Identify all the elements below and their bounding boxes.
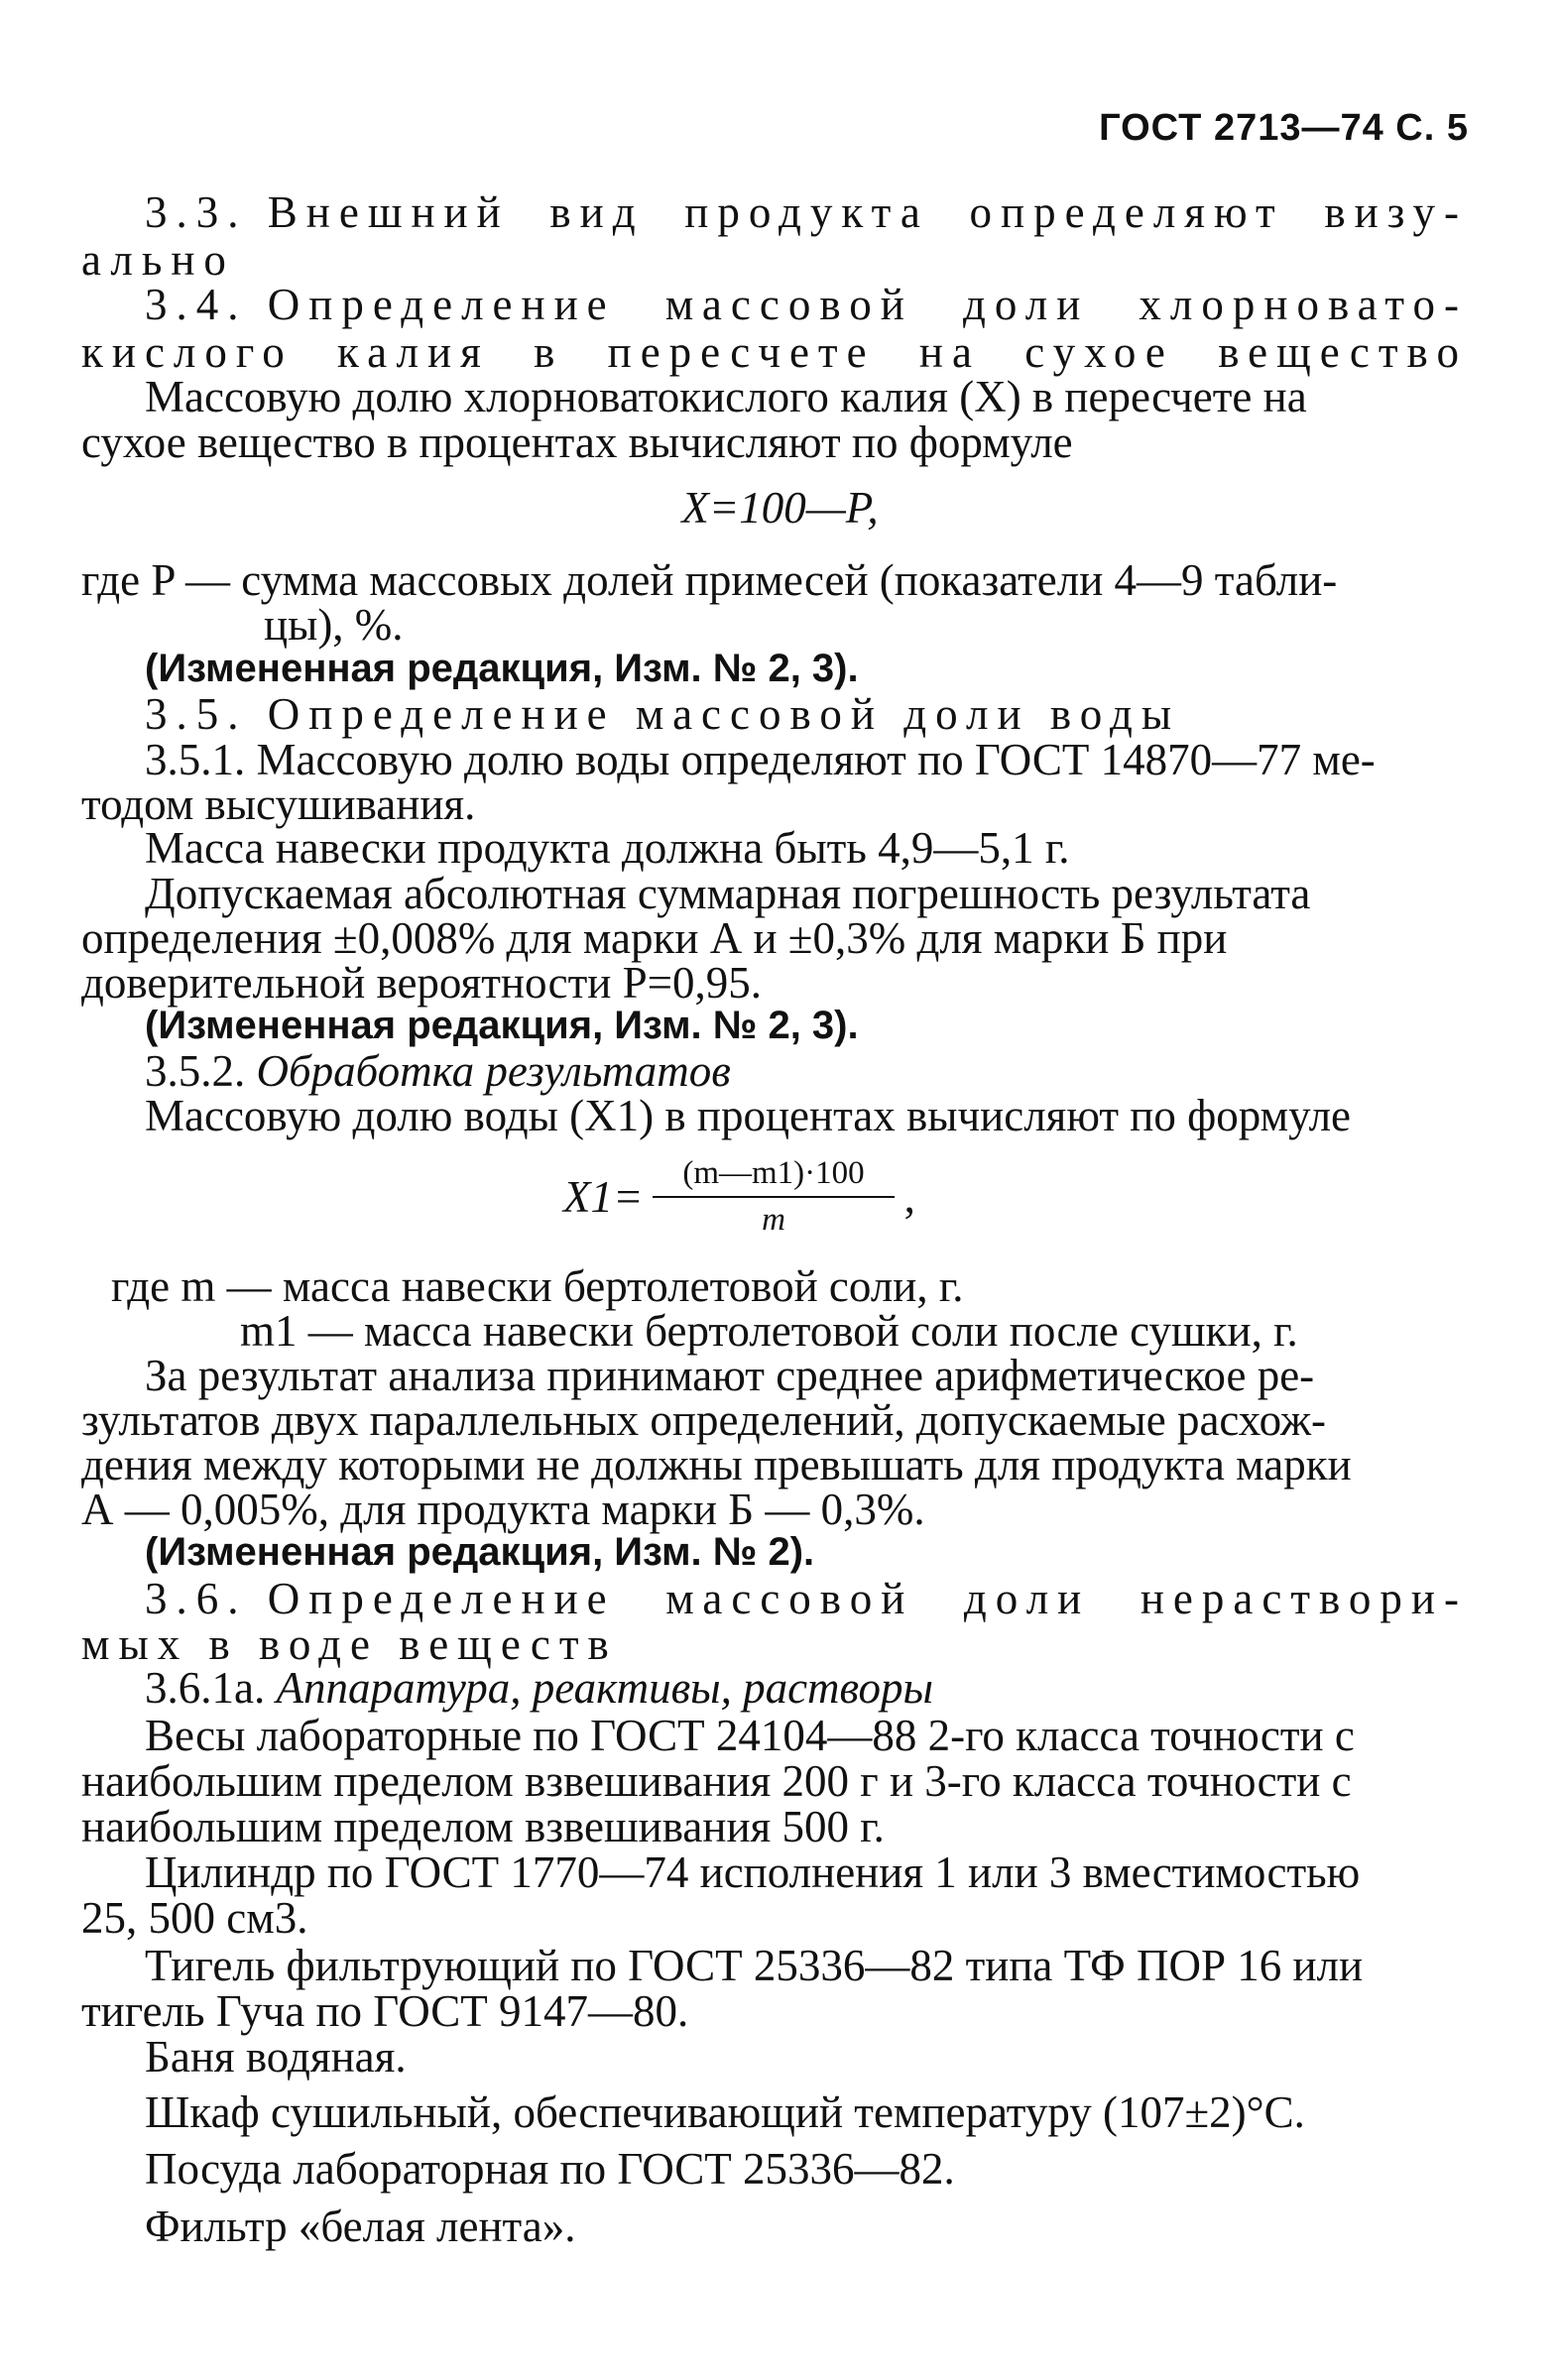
section-3-3-line-1: 3.3. Внешний вид продукта определяют визу- — [145, 187, 1468, 237]
paragraph-mass-fraction-line-1: Массовую долю хлорноватокислого калия (X) в пересчете на — [145, 372, 1307, 421]
sample-mass: Масса навески продукта должна быть 4,9—5,1 г. — [145, 823, 1070, 873]
filter: Фильтр «белая лента». — [145, 2202, 576, 2251]
result-line-2: зультатов двух параллельных определений, допускаемые расхож- — [81, 1395, 1327, 1445]
amendment-note-2: (Измененная редакция, Изм. № 2, 3). — [145, 1004, 859, 1047]
amendment-note-1: (Измененная редакция, Изм. № 2, 3). — [145, 647, 859, 690]
error-line-1: Допускаемая абсолютная суммарная погрешность результата — [145, 869, 1311, 918]
water-calc-intro: Массовую долю воды (X1) в процентах вычисляют по формуле — [145, 1091, 1352, 1140]
cylinder-line-1: Цилиндр по ГОСТ 1770—74 исполнения 1 или 3 вместимостью — [145, 1847, 1361, 1897]
crucible-line-2: тигель Гуча по ГОСТ 9147—80. — [81, 1986, 689, 2036]
section-3-4-title-line-1: 3.4. Определение массовой доли хлорновато- — [145, 280, 1468, 329]
paragraph-3-6-1a-heading: 3.6.1а. Аппаратура, реактивы, растворы — [145, 1663, 933, 1713]
lab-glassware: Посуда лабораторная по ГОСТ 25336—82. — [145, 2144, 955, 2194]
where-m-line-1: где m — масса навески бертолетовой соли, г. — [111, 1261, 964, 1311]
crucible-line-1: Тигель фильтрующий по ГОСТ 25336—82 типа ТФ ПОР 16 или — [145, 1941, 1364, 1990]
error-line-2: определения ±0,008% для марки А и ±0,3% для марки Б при — [81, 913, 1228, 963]
paragraph-3-5-2-heading: 3.5.2. Обработка результатов — [145, 1046, 731, 1096]
paragraph-3-5-1-line-1: 3.5.1. Массовую долю воды определяют по ГОСТ 14870—77 ме- — [145, 735, 1376, 784]
section-3-4-title-line-2: кислого калия в пересчете на сухое вещество — [81, 327, 1468, 377]
where-m-line-2: m1 — масса навески бертолетовой соли после сушки, г. — [240, 1306, 1298, 1356]
formula-x1: X1= $\frac{(m—m1)\cdot 100}{m}$ , — [563, 1155, 915, 1238]
section-3-6-title-line-1: 3.6. Определение массовой доли нераствори- — [145, 1574, 1468, 1623]
section-3-5-title: 3.5. Определение массовой доли воды — [145, 689, 1181, 739]
formula-x: X=100—P, — [681, 483, 879, 533]
drying-oven: Шкаф сушильный, обеспечивающий температуру (107±2)°С. — [145, 2087, 1305, 2137]
scales-line-2: наибольшим пределом взвешивания 200 г и 3-го класса точности с — [81, 1756, 1352, 1806]
cylinder-line-2: 25, 500 см3. — [81, 1893, 308, 1943]
result-line-4: А — 0,005%, для продукта марки Б — 0,3%. — [81, 1485, 925, 1534]
error-line-3: доверительной вероятности P=0,95. — [81, 958, 763, 1008]
section-3-6-title-line-2: мых в воде веществ — [81, 1619, 618, 1669]
where-p-line-2: цы), %. — [264, 600, 404, 650]
page-header: ГОСТ 2713—74 С. 5 — [1099, 107, 1469, 149]
paragraph-3-5-1-line-2: тодом высушивания. — [81, 779, 476, 829]
result-line-3: дения между которыми не должны превышать для продукта марки — [81, 1440, 1352, 1489]
result-line-1: За результат анализа принимают среднее арифметическое ре- — [145, 1351, 1315, 1400]
formula-x1-fraction: $\frac{(m—m1)\cdot 100}{m}$ — [653, 1155, 894, 1239]
scales-line-3: наибольшим пределом взвешивания 500 г. — [81, 1802, 885, 1851]
scales-line-1: Весы лабораторные по ГОСТ 24104—88 2-го класса точности с — [145, 1711, 1355, 1760]
paragraph-mass-fraction-line-2: сухое вещество в процентах вычисляют по формуле — [81, 417, 1073, 467]
where-p-line-1: где P — сумма массовых долей примесей (показатели 4—9 табли- — [81, 555, 1338, 605]
amendment-note-3: (Измененная редакция, Изм. № 2). — [145, 1530, 815, 1574]
water-bath: Баня водяная. — [145, 2032, 407, 2082]
section-3-3-line-2: ально — [81, 235, 235, 285]
